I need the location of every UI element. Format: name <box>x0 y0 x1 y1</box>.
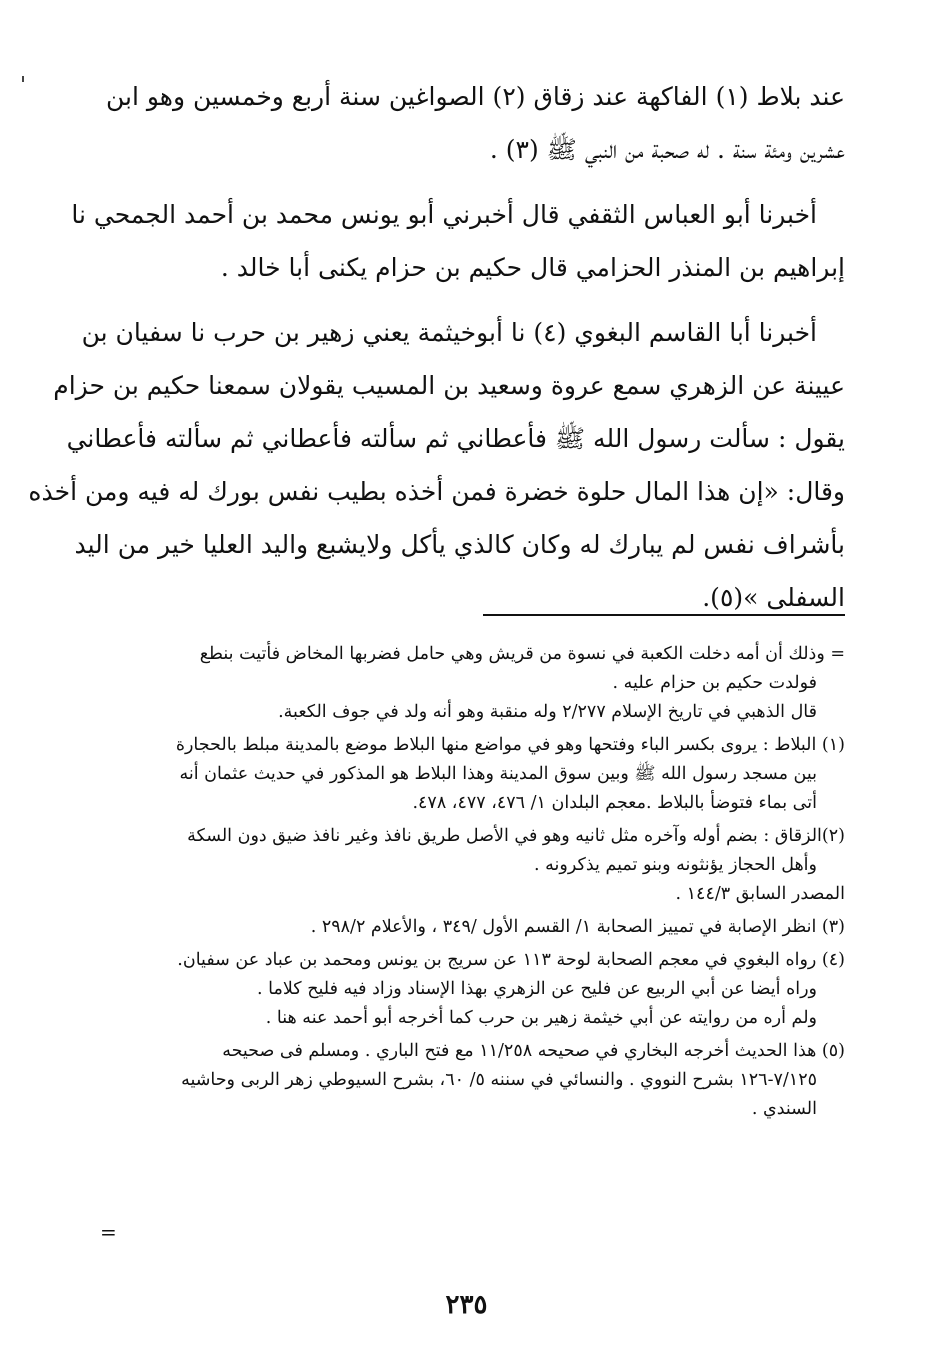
footnote-line: المصدر السابق ١٤٤/٣ . <box>675 884 845 904</box>
text-line: عيينة عن الزهري سمع عروة وسعيد بن المسيب يقولان سمعنا حكيم بن حزام <box>53 371 845 400</box>
footnote-1 <box>100 731 845 818</box>
footnote-line: فولدت حكيم بن حزام عليه . <box>612 673 817 693</box>
paragraph-1 <box>100 70 845 176</box>
footnote-line: قال الذهبي في تاريخ الإسلام ٢/٢٧٧ وله منقبة وهو أنه ولد في جوف الكعبة. <box>278 702 817 722</box>
footnote-line: (٤) رواه البغوي في معجم الصحابة لوحة ١١٣ عن سريج بن يونس ومحمد بن عباد عن سفيان. <box>177 950 845 970</box>
footnote-3 <box>100 913 845 942</box>
paragraph-2 <box>71 188 845 294</box>
footnote-2 <box>100 822 845 909</box>
continuation-mark: = <box>100 1220 117 1244</box>
text-line: إبراهيم بن المنذر الحزامي قال حكيم بن حزام يكنى أبا خالد . <box>220 253 845 282</box>
footnote-4 <box>100 946 845 1033</box>
text-line: أخبرنا أبو العباس الثقفي قال أخبرني أبو يونس محمد بن أحمد الجمحي نا <box>71 200 817 229</box>
page-number: ٢٣٥ <box>445 1290 488 1320</box>
footnote-line: السندي . <box>751 1099 817 1119</box>
footnote-divider <box>483 614 845 616</box>
footnote-line: أتى بماء فتوضأ بالبلاط .معجم البلدان ١/ ٤٧٦، ٤٧٧، ٤٧٨. <box>412 793 817 813</box>
footnote-line: = وذلك أن أمه دخلت الكعبة في نسوة من قريش وهي حامل فضربها المخاض فأتيت بنطع <box>199 644 845 664</box>
footnote-5 <box>100 1037 845 1124</box>
text-line: السفلى »(٥). <box>702 583 845 612</box>
footnotes <box>100 640 845 1128</box>
main-text <box>28 70 845 636</box>
footnote-line: بين مسجد رسول الله ﷺ وبين سوق المدينة وهذا البلاط هو المذكور في حديث عثمان أنه <box>179 764 817 784</box>
text-line: وقال: «إن هذا المال حلوة خضرة فمن أخذه بطيب نفس بورك له فيه ومن أخذه <box>28 477 845 506</box>
footnote-continuation <box>100 640 845 727</box>
text-line: أخبرنا أبا القاسم البغوي (٤) نا أبوخيثمة يعني زهير بن حرب نا سفيان بن <box>81 318 817 347</box>
footnote-line: ٧/١٢٥-١٢٦ بشرح النووي . والنسائي في سننه ٥/ ٦٠، بشرح السيوطي زهر الربى وحاشيه <box>181 1070 817 1090</box>
paragraph-3 <box>28 306 845 624</box>
footnote-line: وأهل الحجاز يؤنثونه وبنو تميم يذكرونه . <box>534 855 817 875</box>
footnote-line: ولم أره من روايته عن أبي خيثمة زهير بن حرب كما أخرجه أبو أحمد عنه هنا . <box>265 1008 817 1028</box>
text-line: بأشراف نفس لم يبارك له وكان كالذي يأكل ولايشبع واليد العليا خير من اليد <box>74 530 845 559</box>
footnote-line: وراه أيضا عن أبي الربيع عن فليح عن الزهري بهذا الإسناد وزاد فيه فليح كلاما . <box>257 979 817 999</box>
footnote-line: (١) البلاط : يروى بكسر الباء وفتحها وهو في مواضع منها البلاط موضع بالمدينة مبلط بالحجارة <box>175 735 845 755</box>
footnote-line: (٥) هذا الحديث أخرجه البخاري في صحيحه ١١/٢٥٨ مع فتح الباري . ومسلم فى صحيحه <box>222 1041 845 1061</box>
text-line: عند بلاط (١) الفاكهة عند زقاق (٢) الصواغين سنة أربع وخمسين وهو ابن <box>105 82 845 111</box>
margin-mark <box>22 76 24 82</box>
text-line: عشرين ومئة سنة . له صحبة من النبي ﷺ (٣) . <box>489 135 845 164</box>
footnote-line: (٣) انظر الإصابة في تمييز الصحابة ١/ القسم الأول /٣٤٩ ، والأعلام ٢٩٨/٢ . <box>310 917 845 937</box>
text-line: يقول : سألت رسول الله ﷺ فأعطاني ثم سألته فأعطاني ثم سألته فأعطاني <box>66 424 845 453</box>
footnote-line: (٢)الزقاق : بضم أوله وآخره مثل ثانيه وهو في الأصل طريق نافذ وغير نافذ ضيق دون السكة <box>187 826 845 846</box>
